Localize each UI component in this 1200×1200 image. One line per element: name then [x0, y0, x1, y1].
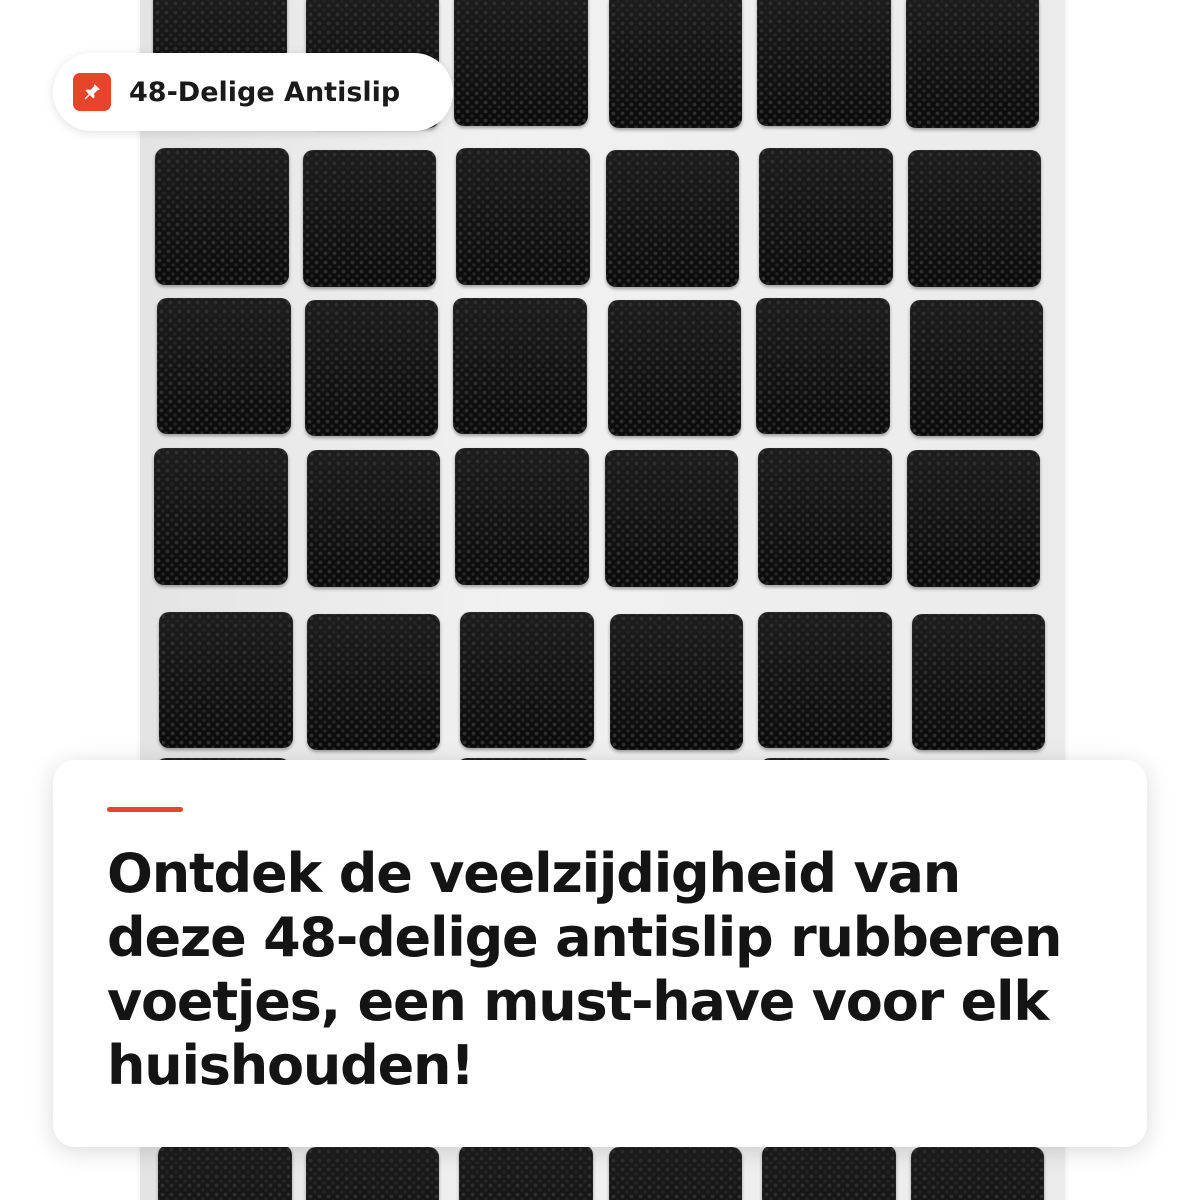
- headline-card: [53, 760, 1147, 1147]
- rubber-pad: [906, 0, 1039, 128]
- rubber-pad: [303, 150, 436, 287]
- rubber-pad: [307, 450, 440, 587]
- rubber-pad: [911, 1147, 1044, 1200]
- rubber-pad: [912, 614, 1045, 750]
- rubber-pad: [453, 298, 587, 434]
- rubber-pad: [305, 300, 438, 436]
- accent-line: [107, 807, 183, 812]
- pin-icon: [73, 73, 111, 111]
- rubber-pad: [756, 298, 890, 434]
- rubber-pad: [757, 0, 891, 126]
- rubber-pad: [762, 1145, 896, 1200]
- rubber-pad: [306, 1147, 439, 1200]
- badge-label: 48-Delige Antislip: [129, 76, 401, 108]
- headline: Ontdek de veelzijdigheid van deze 48-delige antislip rubberen voetjes, een must-have voor elk huishouden!: [107, 842, 1062, 1097]
- rubber-pad: [460, 612, 594, 748]
- rubber-pad: [456, 148, 590, 285]
- rubber-pad: [154, 448, 288, 585]
- rubber-pad: [307, 614, 440, 750]
- rubber-pad: [459, 1145, 593, 1200]
- rubber-pad: [609, 1147, 742, 1200]
- rubber-pad: [759, 148, 893, 285]
- rubber-pad: [908, 150, 1041, 287]
- rubber-pad: [608, 300, 741, 436]
- rubber-pad: [158, 1145, 292, 1200]
- rubber-pad: [155, 148, 289, 285]
- rubber-pad: [455, 448, 589, 585]
- rubber-pad: [157, 298, 291, 434]
- rubber-pad: [910, 300, 1043, 436]
- rubber-pad: [907, 450, 1040, 587]
- rubber-pad: [610, 614, 743, 750]
- rubber-pad: [758, 448, 892, 585]
- category-badge: [53, 53, 453, 131]
- rubber-pad: [454, 0, 588, 126]
- rubber-pad: [609, 0, 742, 128]
- rubber-pad: [605, 450, 738, 587]
- rubber-pad: [758, 612, 892, 748]
- rubber-pad: [606, 150, 739, 287]
- rubber-pad: [159, 612, 293, 748]
